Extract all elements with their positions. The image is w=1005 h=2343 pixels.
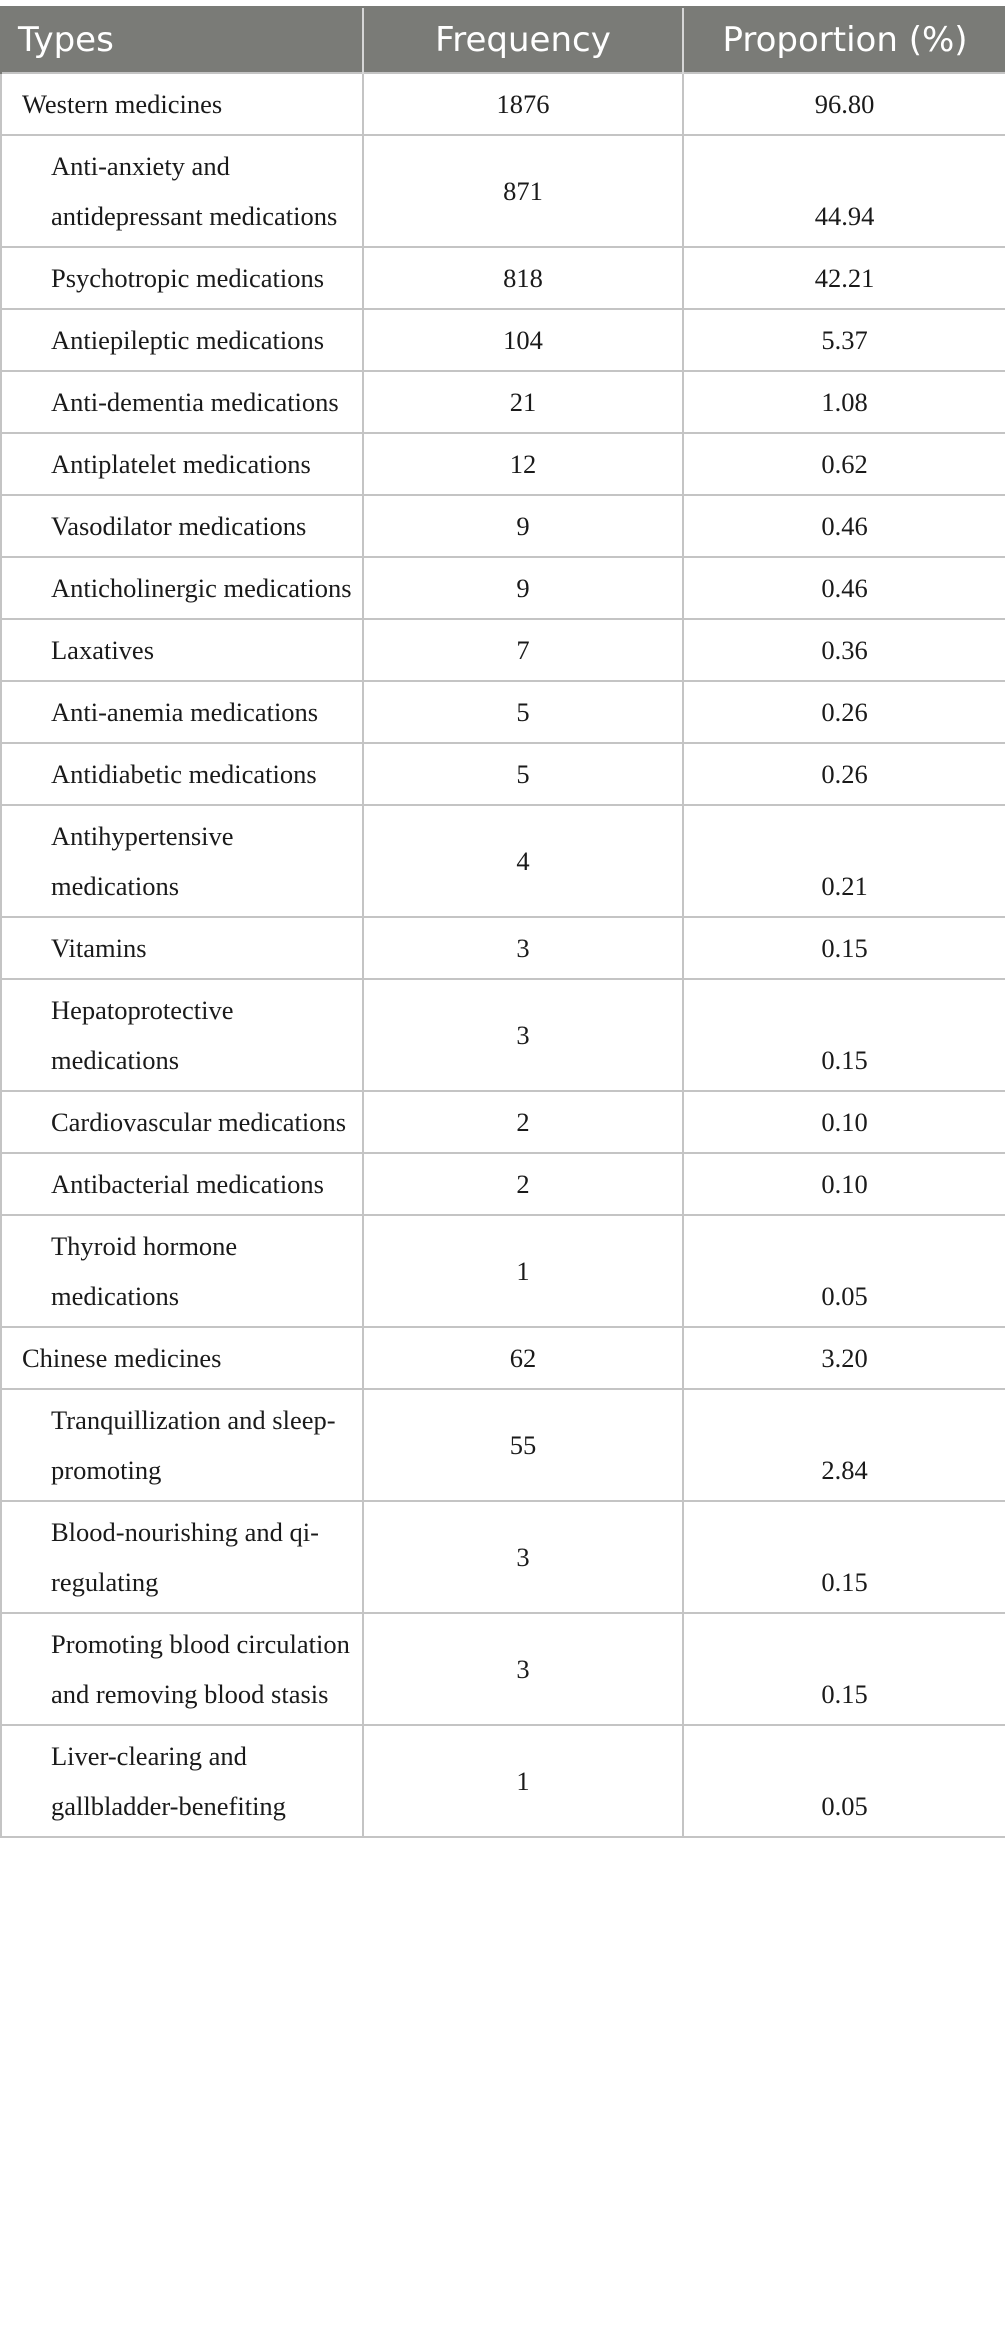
type-cell: Chinese medicines <box>1 1327 363 1389</box>
frequency-cell: 2 <box>363 1091 683 1153</box>
frequency-cell: 21 <box>363 371 683 433</box>
table-row-subtype <box>1 1613 1005 1725</box>
frequency-cell: 104 <box>363 309 683 371</box>
proportion-cell: 0.26 <box>683 681 1005 743</box>
proportion-cell: 44.94 <box>683 135 1005 247</box>
frequency-cell: 62 <box>363 1327 683 1389</box>
table-row-subtype <box>1 743 1005 805</box>
frequency-cell: 1 <box>363 1215 683 1327</box>
type-cell: Cardiovascular medications <box>1 1091 363 1153</box>
frequency-cell: 4 <box>363 805 683 917</box>
table-header <box>1 7 1005 73</box>
medication-types-table <box>0 6 1005 1838</box>
table-row-subtype <box>1 557 1005 619</box>
table-row-subtype <box>1 979 1005 1091</box>
type-cell: Thyroid hormone medications <box>1 1215 363 1327</box>
table-body <box>1 73 1005 1837</box>
frequency-cell: 12 <box>363 433 683 495</box>
type-cell: Anticholinergic medications <box>1 557 363 619</box>
type-cell: Anti-anxiety and antidepressant medications <box>1 135 363 247</box>
type-cell: Antiepileptic medications <box>1 309 363 371</box>
frequency-cell: 9 <box>363 557 683 619</box>
frequency-cell: 3 <box>363 1613 683 1725</box>
table-row-category <box>1 1327 1005 1389</box>
table-row-subtype <box>1 1501 1005 1613</box>
frequency-cell: 5 <box>363 743 683 805</box>
proportion-cell: 0.15 <box>683 1501 1005 1613</box>
frequency-cell: 818 <box>363 247 683 309</box>
frequency-cell: 9 <box>363 495 683 557</box>
table-row-subtype <box>1 1389 1005 1501</box>
frequency-cell: 871 <box>363 135 683 247</box>
proportion-cell: 2.84 <box>683 1389 1005 1501</box>
type-cell: Antidiabetic medications <box>1 743 363 805</box>
type-cell: Antihypertensive medications <box>1 805 363 917</box>
frequency-cell: 55 <box>363 1389 683 1501</box>
frequency-cell: 7 <box>363 619 683 681</box>
proportion-cell: 1.08 <box>683 371 1005 433</box>
type-cell: Hepatoprotective medications <box>1 979 363 1091</box>
frequency-cell: 3 <box>363 979 683 1091</box>
proportion-cell: 0.05 <box>683 1215 1005 1327</box>
proportion-cell: 96.80 <box>683 73 1005 135</box>
proportion-cell: 0.26 <box>683 743 1005 805</box>
table-row-subtype <box>1 247 1005 309</box>
type-cell: Vasodilator medications <box>1 495 363 557</box>
header-frequency: Frequency <box>363 7 683 73</box>
table-row-subtype <box>1 1215 1005 1327</box>
proportion-cell: 5.37 <box>683 309 1005 371</box>
type-cell: Blood-nourishing and qi-regulating <box>1 1501 363 1613</box>
type-cell: Vitamins <box>1 917 363 979</box>
type-cell: Anti-anemia medications <box>1 681 363 743</box>
proportion-cell: 0.15 <box>683 917 1005 979</box>
table-row-subtype <box>1 1091 1005 1153</box>
table-row-category <box>1 73 1005 135</box>
table-row-subtype <box>1 309 1005 371</box>
frequency-cell: 3 <box>363 1501 683 1613</box>
proportion-cell: 0.21 <box>683 805 1005 917</box>
table-row-subtype <box>1 495 1005 557</box>
table-row-subtype <box>1 917 1005 979</box>
table-row-subtype <box>1 433 1005 495</box>
proportion-cell: 42.21 <box>683 247 1005 309</box>
type-cell: Laxatives <box>1 619 363 681</box>
proportion-cell: 0.10 <box>683 1153 1005 1215</box>
type-cell: Antiplatelet medications <box>1 433 363 495</box>
proportion-cell: 0.05 <box>683 1725 1005 1837</box>
proportion-cell: 0.15 <box>683 979 1005 1091</box>
frequency-cell: 1876 <box>363 73 683 135</box>
proportion-cell: 0.46 <box>683 495 1005 557</box>
header-types: Types <box>1 7 363 73</box>
table-row-subtype <box>1 681 1005 743</box>
proportion-cell: 0.46 <box>683 557 1005 619</box>
type-cell: Antibacterial medications <box>1 1153 363 1215</box>
table-row-subtype <box>1 371 1005 433</box>
type-cell: Liver-clearing and gallbladder-benefiting <box>1 1725 363 1837</box>
proportion-cell: 0.10 <box>683 1091 1005 1153</box>
type-cell: Western medicines <box>1 73 363 135</box>
table-row-subtype <box>1 619 1005 681</box>
frequency-cell: 3 <box>363 917 683 979</box>
frequency-cell: 5 <box>363 681 683 743</box>
table-row-subtype <box>1 1153 1005 1215</box>
proportion-cell: 3.20 <box>683 1327 1005 1389</box>
type-cell: Anti-dementia medications <box>1 371 363 433</box>
frequency-cell: 1 <box>363 1725 683 1837</box>
proportion-cell: 0.15 <box>683 1613 1005 1725</box>
proportion-cell: 0.62 <box>683 433 1005 495</box>
type-cell: Tranquillization and sleep-promoting <box>1 1389 363 1501</box>
header-row <box>1 7 1005 73</box>
type-cell: Psychotropic medications <box>1 247 363 309</box>
table-row-subtype <box>1 1725 1005 1837</box>
table-row-subtype <box>1 135 1005 247</box>
header-proportion: Proportion (%) <box>683 7 1005 73</box>
table-row-subtype <box>1 805 1005 917</box>
type-cell: Promoting blood circulation and removing blood stasis <box>1 1613 363 1725</box>
frequency-cell: 2 <box>363 1153 683 1215</box>
proportion-cell: 0.36 <box>683 619 1005 681</box>
